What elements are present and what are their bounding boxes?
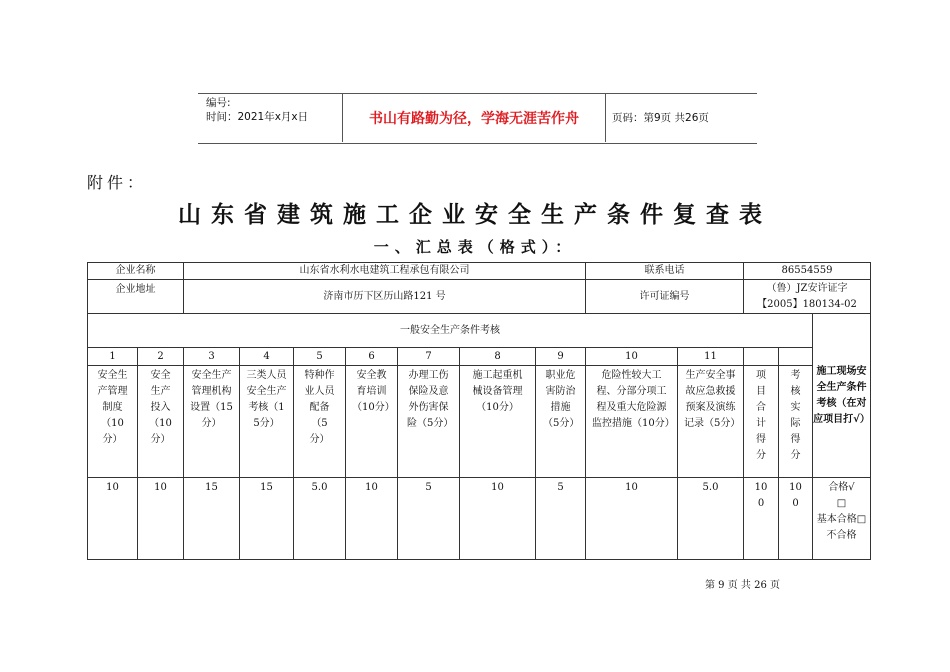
item-number: 11: [678, 348, 744, 366]
company-name-label: 企业名称: [88, 263, 184, 280]
score-cell: 10: [138, 478, 184, 560]
annex-label: 附件：: [87, 173, 148, 192]
item-number: 7: [398, 348, 460, 366]
serial-label: 编号:: [206, 97, 231, 109]
item-number: 8: [460, 348, 536, 366]
item-cell: 生产安全事故应急救援预案及演练记录（5分）: [678, 366, 744, 478]
item-number: 3: [184, 348, 240, 366]
score-cell: 5.0: [294, 478, 346, 560]
license-line-1: （鲁）JZ安许证字: [766, 282, 848, 294]
score-cell: 100: [779, 478, 813, 560]
score-cell: 15: [240, 478, 294, 560]
score-cell: 5: [398, 478, 460, 560]
item-cell: 职业危害防治措施（5分）: [536, 366, 586, 478]
item-cell: 考核实际得分: [779, 366, 813, 478]
header-left: [206, 96, 308, 124]
item-number-empty: [779, 348, 813, 366]
item-cell: 安全生产管理制度（10分）: [88, 366, 138, 478]
score-cell: 10: [586, 478, 678, 560]
phone-label: 联系电话: [586, 263, 744, 280]
general-heading: 一般安全生产条件考核: [88, 314, 813, 348]
score-row: [88, 478, 871, 560]
table-row: [88, 280, 871, 314]
item-number: 9: [536, 348, 586, 366]
time-text: 时间：2021年x月x日: [206, 111, 309, 123]
score-cell: 5: [536, 478, 586, 560]
page-title: 山东省建筑施工企业安全生产条件复查表: [178, 201, 772, 228]
page-footer: 第 9 页 共 26 页: [705, 580, 780, 591]
item-number-empty: [744, 348, 779, 366]
score-cell: 15: [184, 478, 240, 560]
item-cell: 三类人员安全生产考核（15分）: [240, 366, 294, 478]
result-fail: 不合格: [826, 530, 857, 541]
result-cell: [813, 478, 871, 560]
item-cell: 安全生产投入（10分）: [138, 366, 184, 478]
item-number: 1: [88, 348, 138, 366]
item-cell: 特种作业人员配备（5分）: [294, 366, 346, 478]
review-table: [87, 262, 871, 560]
item-number: 10: [586, 348, 678, 366]
checkbox-icon: □: [836, 498, 847, 509]
score-cell: 10: [88, 478, 138, 560]
motto: 书山有路勤为径，学海无涯苦作舟: [342, 94, 606, 142]
item-number: 4: [240, 348, 294, 366]
item-cell: 安全教育培训（10分）: [346, 366, 398, 478]
score-cell: 10: [460, 478, 536, 560]
item-cell: 项目合计得分: [744, 366, 779, 478]
license-value: [744, 280, 871, 314]
result-pass: 合格√: [828, 482, 855, 493]
item-cell: 危险性较大工程、分部分项工程及重大危险源监控措施（10分）: [586, 366, 678, 478]
company-name: 山东省水利水电建筑工程承包有限公司: [184, 263, 586, 280]
address-value: 济南市历下区历山路121 号: [184, 280, 586, 314]
license-line-2: 【2005】180134-02: [757, 298, 857, 310]
license-label: 许可证编号: [586, 280, 744, 314]
table-row: [88, 314, 871, 348]
address-label: 企业地址: [88, 280, 184, 314]
score-cell: 5.0: [678, 478, 744, 560]
item-number: 6: [346, 348, 398, 366]
result-basic-pass: 基本合格□: [816, 514, 867, 525]
item-row: [88, 366, 871, 478]
item-cell: 安全生产管理机构设置（15分）: [184, 366, 240, 478]
item-number: 2: [138, 348, 184, 366]
number-row: [88, 348, 871, 366]
page-subtitle: 一、汇总表（格式）：: [373, 238, 577, 256]
score-cell: 100: [744, 478, 779, 560]
page-indicator: 页码：第9页 共26页: [612, 112, 709, 124]
score-cell: 10: [346, 478, 398, 560]
phone-value: 86554559: [744, 263, 871, 280]
document-header: [198, 93, 757, 144]
site-condition-heading: 施工现场安全生产条件考核（在对应项目打√）: [813, 314, 871, 478]
item-cell: 办理工伤保险及意外伤害保险（5分）: [398, 366, 460, 478]
table-row: [88, 263, 871, 280]
item-cell: 施工起重机械设备管理（10分）: [460, 366, 536, 478]
item-number: 5: [294, 348, 346, 366]
